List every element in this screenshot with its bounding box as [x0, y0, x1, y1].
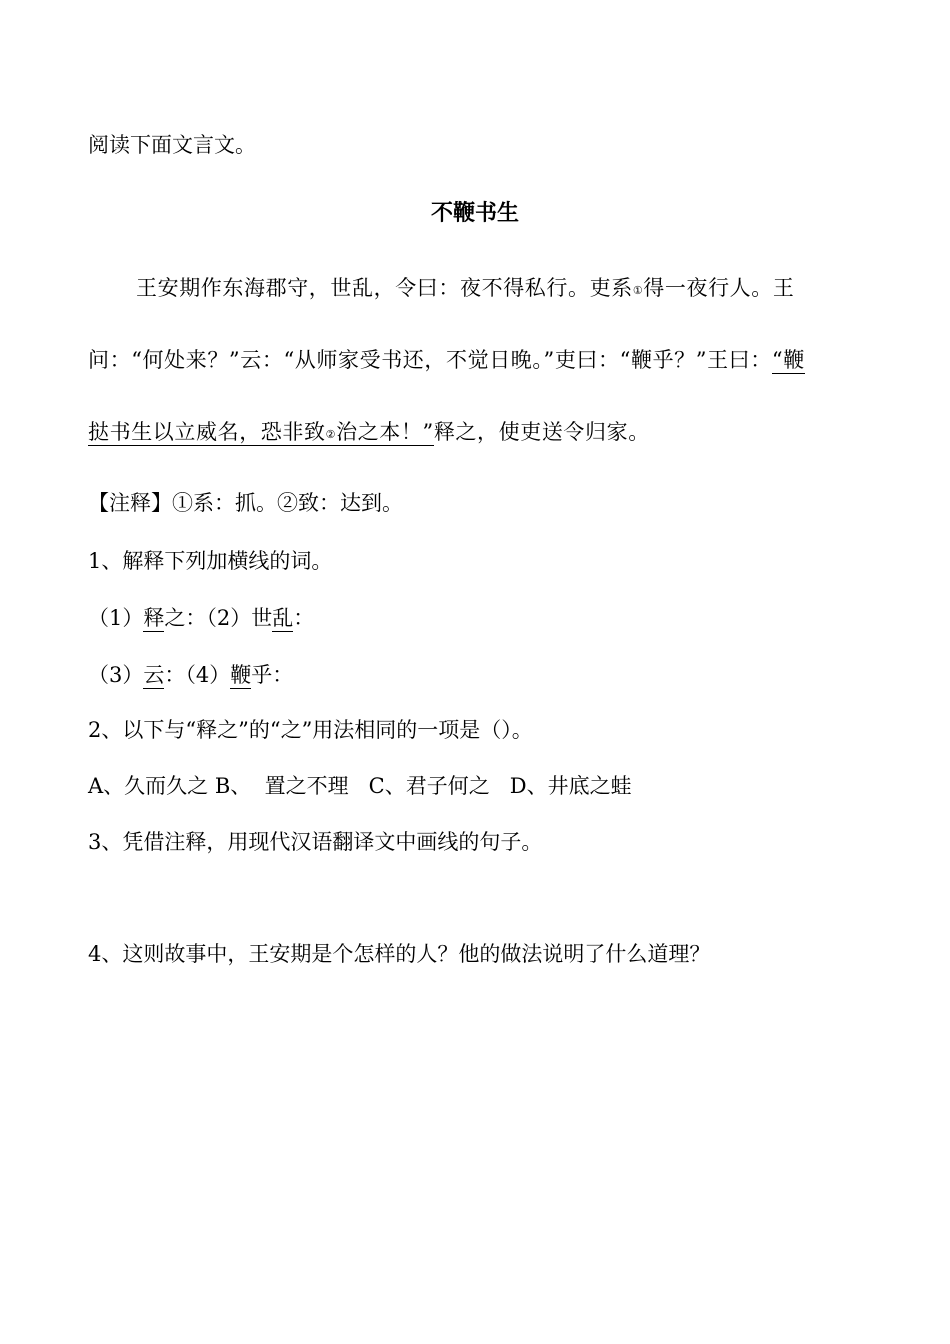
question-1-items-a: [88, 604, 314, 632]
item-1-number: （1）: [88, 606, 144, 630]
intro-text: 阅读下面文言文。: [88, 133, 256, 157]
passage-line-1: [136, 274, 794, 305]
note-mark-1: ①: [632, 284, 644, 297]
question-2-prompt: 2、以下与“释之”的“之”用法相同的一项是（）。: [88, 718, 533, 742]
passage-line-3: [88, 418, 650, 449]
passage-title: 不鞭书生: [430, 201, 519, 226]
item-4-rest: 乎：: [251, 663, 294, 687]
item-1-underlined-word: 释: [143, 606, 165, 630]
notes-line: 【注释】①系：抓。②致：达到。: [88, 491, 403, 515]
item-2-underlined-word: 乱: [272, 606, 294, 630]
note-mark-2: ②: [325, 428, 337, 441]
question-1-items-b: [88, 661, 293, 689]
passage-line-3-text: 释之，使吏送令归家。: [433, 420, 650, 444]
passage-line-2-text: 问：“何处来？”云：“从师家受书还，不觉日晚。”吏曰：“鞭乎？”王曰：: [88, 348, 772, 372]
underlined-sentence-part-a: 挞书生以立威名，恐非致: [88, 420, 326, 444]
passage-line-2: [88, 346, 805, 374]
question-1-prompt: 1、解释下列加横线的词。: [88, 549, 333, 573]
item-3-number: （3）: [88, 663, 144, 687]
item-4-underlined-word: 鞭: [230, 663, 252, 687]
item-2-rest: ：: [293, 606, 315, 630]
passage-line-1-part-b: 得一夜行人。王: [643, 276, 795, 300]
item-1-rest: 之：（2）世: [164, 606, 273, 630]
question-2-options: A、久而久之 B、 置之不理 C、君子何之 D、井底之蛙: [88, 774, 632, 798]
passage-line-1-part-a: 王安期作东海郡守，世乱，令曰：夜不得私行。吏系: [136, 276, 633, 300]
question-3-prompt: 3、凭借注释，用现代汉语翻译文中画线的句子。: [88, 830, 543, 854]
item-3-rest: ：（4）: [164, 663, 231, 687]
underlined-sentence-part-b: 治之本！”: [336, 420, 434, 444]
underlined-sentence-start: “鞭: [771, 348, 805, 372]
item-3-underlined-word: 云: [143, 663, 165, 687]
question-4-prompt: 4、这则故事中，王安期是个怎样的人？他的做法说明了什么道理？: [88, 942, 711, 966]
